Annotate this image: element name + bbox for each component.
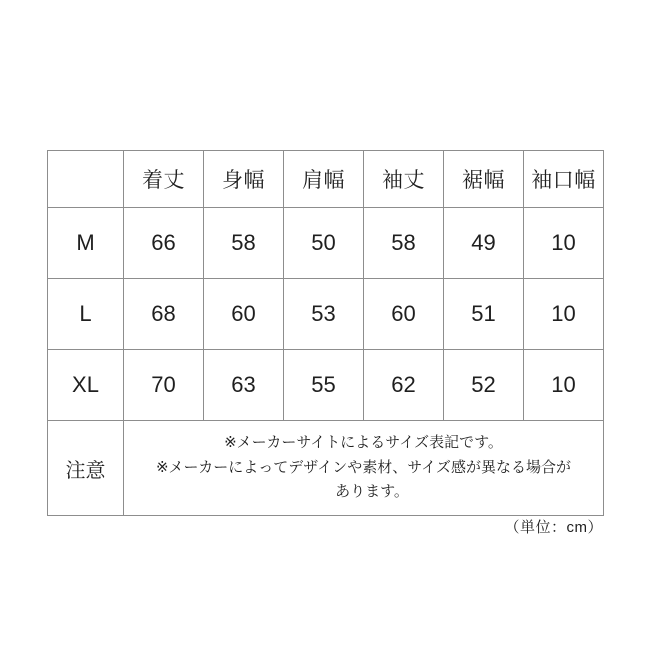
row-label-m: M xyxy=(48,208,124,279)
cell-m-mihaba: 58 xyxy=(204,208,284,279)
cell-m-sodetake: 58 xyxy=(364,208,444,279)
note-row xyxy=(48,421,604,516)
header-cell-sodeguchihaba: 袖口幅 xyxy=(524,151,604,208)
header-cell-corner xyxy=(48,151,124,208)
note-content xyxy=(124,421,604,516)
cell-xl-mihaba: 63 xyxy=(204,350,284,421)
cell-l-susohaba: 51 xyxy=(444,279,524,350)
cell-l-sodetake: 60 xyxy=(364,279,444,350)
table-row xyxy=(48,208,604,279)
cell-xl-susohaba: 52 xyxy=(444,350,524,421)
size-table xyxy=(47,150,604,516)
note-line-3: あります。 xyxy=(335,483,409,501)
size-chart xyxy=(47,150,603,516)
table-row xyxy=(48,279,604,350)
note-line-1: ※メーカーサイトによるサイズ表記です。 xyxy=(224,433,503,451)
unit-note: （単位：cm） xyxy=(504,519,603,536)
table-header xyxy=(48,151,604,208)
cell-l-sodeguchihaba: 10 xyxy=(524,279,604,350)
cell-l-mihaba: 60 xyxy=(204,279,284,350)
row-label-xl: XL xyxy=(48,350,124,421)
cell-l-kitake: 68 xyxy=(124,279,204,350)
cell-m-kitake: 66 xyxy=(124,208,204,279)
cell-l-katahaba: 53 xyxy=(284,279,364,350)
cell-m-katahaba: 50 xyxy=(284,208,364,279)
note-label: 注意 xyxy=(48,421,124,516)
note-line-2: ※メーカーによってデザインや素材、サイズ感が異なる場合が xyxy=(155,458,572,476)
cell-m-sodeguchihaba: 10 xyxy=(524,208,604,279)
cell-xl-sodetake: 62 xyxy=(364,350,444,421)
cell-m-susohaba: 49 xyxy=(444,208,524,279)
cell-xl-katahaba: 55 xyxy=(284,350,364,421)
header-cell-susohaba: 裾幅 xyxy=(444,151,524,208)
header-cell-mihaba: 身幅 xyxy=(204,151,284,208)
row-label-l: L xyxy=(48,279,124,350)
cell-xl-kitake: 70 xyxy=(124,350,204,421)
header-row xyxy=(48,151,604,208)
header-cell-kitake: 着丈 xyxy=(124,151,204,208)
cell-xl-sodeguchihaba: 10 xyxy=(524,350,604,421)
header-cell-katahaba: 肩幅 xyxy=(284,151,364,208)
table-row xyxy=(48,350,604,421)
header-cell-sodetake: 袖丈 xyxy=(364,151,444,208)
table-body xyxy=(48,208,604,516)
